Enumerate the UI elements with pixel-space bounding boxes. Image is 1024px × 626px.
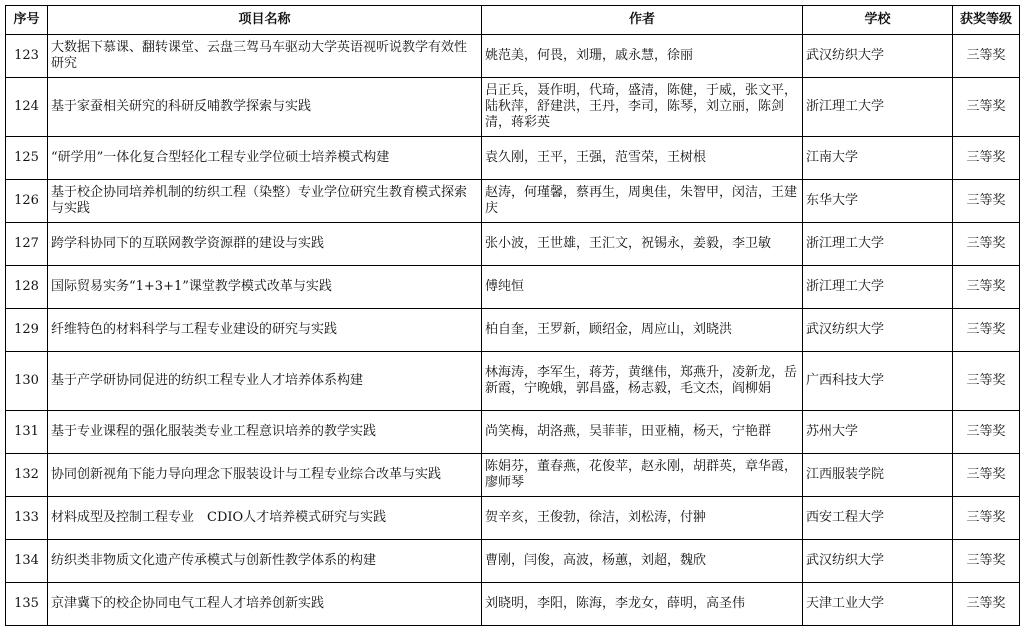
cell-no: 123 bbox=[6, 35, 48, 78]
cell-grade: 三等奖 bbox=[953, 78, 1020, 137]
cell-authors: 傅纯恒 bbox=[482, 266, 803, 309]
cell-grade: 三等奖 bbox=[953, 583, 1020, 626]
cell-title: 纺织类非物质文化遗产传承模式与创新性教学体系的构建 bbox=[48, 540, 482, 583]
header-grade: 获奖等级 bbox=[953, 6, 1020, 35]
cell-authors: 张小波，王世雄，王汇文，祝锡永，姜毅，李卫敏 bbox=[482, 223, 803, 266]
cell-title: 跨学科协同下的互联网教学资源群的建设与实践 bbox=[48, 223, 482, 266]
cell-school: 武汉纺织大学 bbox=[803, 540, 953, 583]
cell-school: 浙江理工大学 bbox=[803, 223, 953, 266]
cell-no: 124 bbox=[6, 78, 48, 137]
cell-school: 武汉纺织大学 bbox=[803, 35, 953, 78]
table-row bbox=[6, 266, 1020, 309]
table-header bbox=[6, 6, 1020, 35]
table-row bbox=[6, 352, 1020, 411]
cell-authors: 吕正兵，聂作明，代琦，盛清，陈健，于威，张文平，陆秋萍，舒建洪，王丹，李司，陈琴，刘立丽，陈剑清，蒋彩英 bbox=[482, 78, 803, 137]
cell-title: 协同创新视角下能力导向理念下服装设计与工程专业综合改革与实践 bbox=[48, 454, 482, 497]
cell-school: 东华大学 bbox=[803, 180, 953, 223]
cell-title: “研学用”一体化复合型轻化工程专业学位硕士培养模式构建 bbox=[48, 137, 482, 180]
cell-authors: 陈娟芬，董春燕，花俊苹，赵永刚，胡群英，章华霞，廖师琴 bbox=[482, 454, 803, 497]
cell-grade: 三等奖 bbox=[953, 540, 1020, 583]
cell-grade: 三等奖 bbox=[953, 137, 1020, 180]
table-row bbox=[6, 309, 1020, 352]
cell-title: 京津冀下的校企协同电气工程人才培养创新实践 bbox=[48, 583, 482, 626]
cell-no: 128 bbox=[6, 266, 48, 309]
cell-authors: 赵涛，何瑾馨，蔡再生，周奥佳，朱智甲，闵洁，王建庆 bbox=[482, 180, 803, 223]
cell-no: 125 bbox=[6, 137, 48, 180]
cell-no: 127 bbox=[6, 223, 48, 266]
cell-school: 浙江理工大学 bbox=[803, 78, 953, 137]
cell-authors: 尚笑梅，胡洛燕，吴菲菲，田亚楠，杨天，宁艳群 bbox=[482, 411, 803, 454]
cell-title: 纤维特色的材料科学与工程专业建设的研究与实践 bbox=[48, 309, 482, 352]
cell-grade: 三等奖 bbox=[953, 352, 1020, 411]
cell-school: 苏州大学 bbox=[803, 411, 953, 454]
cell-school: 武汉纺织大学 bbox=[803, 309, 953, 352]
table-row bbox=[6, 497, 1020, 540]
cell-title: 国际贸易实务“1+3+1”课堂教学模式改革与实践 bbox=[48, 266, 482, 309]
cell-grade: 三等奖 bbox=[953, 223, 1020, 266]
table-row bbox=[6, 223, 1020, 266]
table-row bbox=[6, 137, 1020, 180]
table-row bbox=[6, 78, 1020, 137]
awards-table bbox=[5, 5, 1020, 626]
cell-school: 广西科技大学 bbox=[803, 352, 953, 411]
cell-title: 基于家蚕相关研究的科研反哺教学探索与实践 bbox=[48, 78, 482, 137]
header-row bbox=[6, 6, 1020, 35]
cell-grade: 三等奖 bbox=[953, 309, 1020, 352]
header-no: 序号 bbox=[6, 6, 48, 35]
table-row bbox=[6, 35, 1020, 78]
cell-grade: 三等奖 bbox=[953, 454, 1020, 497]
table-body bbox=[6, 35, 1020, 626]
cell-no: 129 bbox=[6, 309, 48, 352]
cell-school: 江南大学 bbox=[803, 137, 953, 180]
cell-no: 126 bbox=[6, 180, 48, 223]
table-row bbox=[6, 411, 1020, 454]
table-row bbox=[6, 540, 1020, 583]
cell-authors: 袁久刚，王平，王强，范雪荣，王树根 bbox=[482, 137, 803, 180]
header-title: 项目名称 bbox=[48, 6, 482, 35]
cell-grade: 三等奖 bbox=[953, 266, 1020, 309]
cell-school: 西安工程大学 bbox=[803, 497, 953, 540]
cell-title: 基于专业课程的强化服装类专业工程意识培养的教学实践 bbox=[48, 411, 482, 454]
table-row bbox=[6, 180, 1020, 223]
cell-authors: 曹刚，闫俊，高波，杨蕙，刘超，魏欣 bbox=[482, 540, 803, 583]
table-row bbox=[6, 454, 1020, 497]
cell-no: 134 bbox=[6, 540, 48, 583]
cell-grade: 三等奖 bbox=[953, 411, 1020, 454]
header-school: 学校 bbox=[803, 6, 953, 35]
cell-authors: 柏自奎，王罗新，顾绍金，周应山，刘晓洪 bbox=[482, 309, 803, 352]
cell-no: 132 bbox=[6, 454, 48, 497]
cell-authors: 林海涛，李军生，蒋芳，黄继伟，郑燕升，凌新龙，岳新霞，宁晚娥，郭昌盛，杨志毅，毛文杰，阎柳娟 bbox=[482, 352, 803, 411]
header-authors: 作者 bbox=[482, 6, 803, 35]
cell-authors: 贺辛亥，王俊勃，徐洁，刘松涛，付翀 bbox=[482, 497, 803, 540]
cell-title: 材料成型及控制工程专业 CDIO人才培养模式研究与实践 bbox=[48, 497, 482, 540]
cell-school: 浙江理工大学 bbox=[803, 266, 953, 309]
cell-no: 133 bbox=[6, 497, 48, 540]
cell-no: 135 bbox=[6, 583, 48, 626]
cell-school: 天津工业大学 bbox=[803, 583, 953, 626]
table-row bbox=[6, 583, 1020, 626]
cell-authors: 刘晓明，李阳，陈海，李龙女，薛明，高圣伟 bbox=[482, 583, 803, 626]
cell-title: 基于校企协同培养机制的纺织工程（染整）专业学位研究生教育模式探索与实践 bbox=[48, 180, 482, 223]
cell-title: 基于产学研协同促进的纺织工程专业人才培养体系构建 bbox=[48, 352, 482, 411]
cell-title: 大数据下慕课、翻转课堂、云盘三驾马车驱动大学英语视听说教学有效性研究 bbox=[48, 35, 482, 78]
cell-grade: 三等奖 bbox=[953, 180, 1020, 223]
cell-authors: 姚范美，何畏，刘珊，戚永慧，徐丽 bbox=[482, 35, 803, 78]
cell-no: 131 bbox=[6, 411, 48, 454]
cell-school: 江西服装学院 bbox=[803, 454, 953, 497]
cell-no: 130 bbox=[6, 352, 48, 411]
cell-grade: 三等奖 bbox=[953, 35, 1020, 78]
cell-grade: 三等奖 bbox=[953, 497, 1020, 540]
